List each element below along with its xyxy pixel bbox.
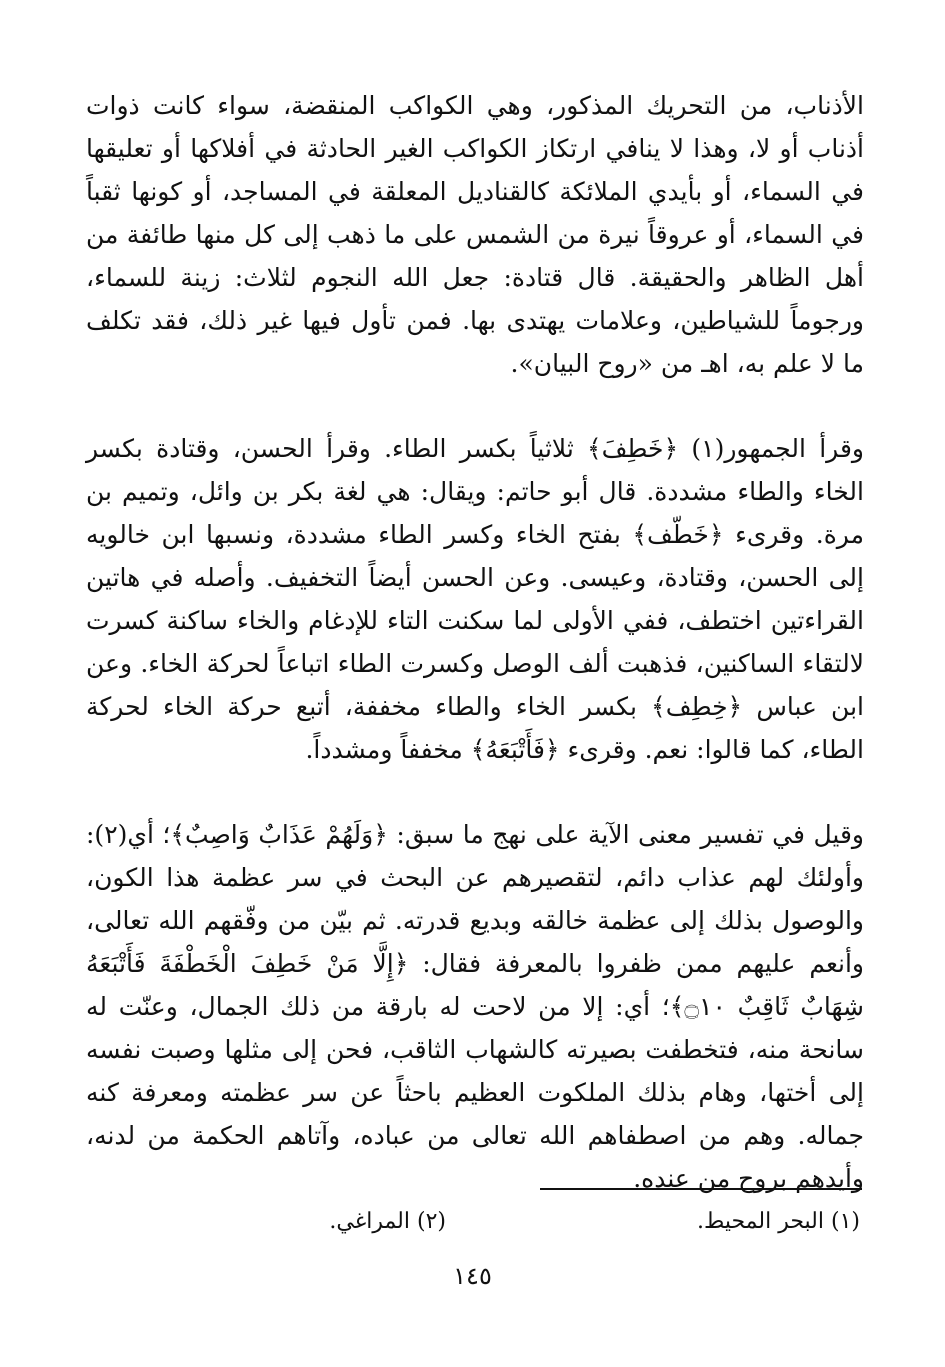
body-paragraph-3: وقيل في تفسير معنى الآية على نهج ما سبق: ﴿وَلَهُمْ عَذَابٌ وَاصِبٌ﴾؛ أي(٢): وأولئك لهم عذاب دائم، لتقصيرهم عن البحث في سر عظمة هذا الكون، والوصول بذلك إلى عظمة خالقه وبديع قدرته. ثم بيّن من وفّقهم الله تعالى، وأنعم عليهم ممن ظفروا بالمعرفة فقال: ﴿إِلَّا مَنْ خَطِفَ الْخَطْفَةَ فَأَتْبَعَهُ شِهَابٌ ثَاقِبٌ ۝١٠﴾؛ أي: إلا من لاحت له بارقة من ذلك الجمال، وعنّت له سانحة منه، فتخطفت بصيرته كالشهاب الثاقب، فحن إلى مثلها وصبت نفسه إلى أختها، وهام بذلك الملكوت العظيم باحثاً عن سر عظمته ومعرفة كنه جماله. وهم من اصطفاهم الله تعالى من عباده، وآتاهم الحكمة من لدنه، وأيدهم بروح من عنده. xyxy=(86,820,865,1193)
body-paragraph-1: الأذناب، من التحريك المذكور، وهي الكواكب المنقضة، سواء كانت ذوات أذناب أو لا، وهذا لا ينافي ارتكاز الكواكب الغير الحادثة في أفلاكها أو تعليقها في السماء، أو بأيدي الملائكة كالقناديل المعلقة في المساجد، أو كونها ثقباً في السماء، أو عروقاً نيرة من الشمس على ما ذهب إلى كل منها طائفة من أهل الظاهر والحقيقة. قال قتادة: جعل الله النجوم لثلاث: زينة للسماء، ورجوماً للشياطين، وعلامات يهتدى بها. فمن تأول فيها غير ذلك، فقد تكلف ما لا علم به، اهـ من «روح البيان». xyxy=(86,91,864,378)
footnotes xyxy=(86,1202,864,1242)
footnote-2: (٢) المراغي. xyxy=(329,1209,446,1234)
footnote-separator xyxy=(540,1188,862,1190)
page-number: ١٤٥ xyxy=(453,1262,492,1290)
footnote-1: (١) البحر المحيط. xyxy=(696,1209,860,1234)
body-paragraph-2: وقرأ الجمهور(١) ﴿خَطِفَ﴾ ثلاثياً بكسر الطاء. وقرأ الحسن، وقتادة بكسر الخاء والطاء مشددة. قال أبو حاتم: ويقال: هي لغة بكر بن وائل، وتميم بن مرة. وقرىء ﴿خَطّف﴾ بفتح الخاء وكسر الطاء مشددة، ونسبها ابن خالويه إلى الحسن، وقتادة، وعيسى. وعن الحسن أيضاً التخفيف. وأصله في هاتين القراءتين اختطف، ففي الأولى لما سكنت التاء للإدغام والخاء ساكنة كسرت لالتقاء الساكنين، فذهبت ألف الوصل وكسرت الطاء اتباعاً لحركة الخاء. وعن ابن عباس ﴿خِطِف﴾ بكسر الخاء والطاء مخففة، أتبع حركة الخاء لحركة الطاء، كما قالوا: نعم. وقرىء ﴿فَأَتْبَعَهُ﴾ مخففاً ومشدداً. xyxy=(86,434,864,764)
